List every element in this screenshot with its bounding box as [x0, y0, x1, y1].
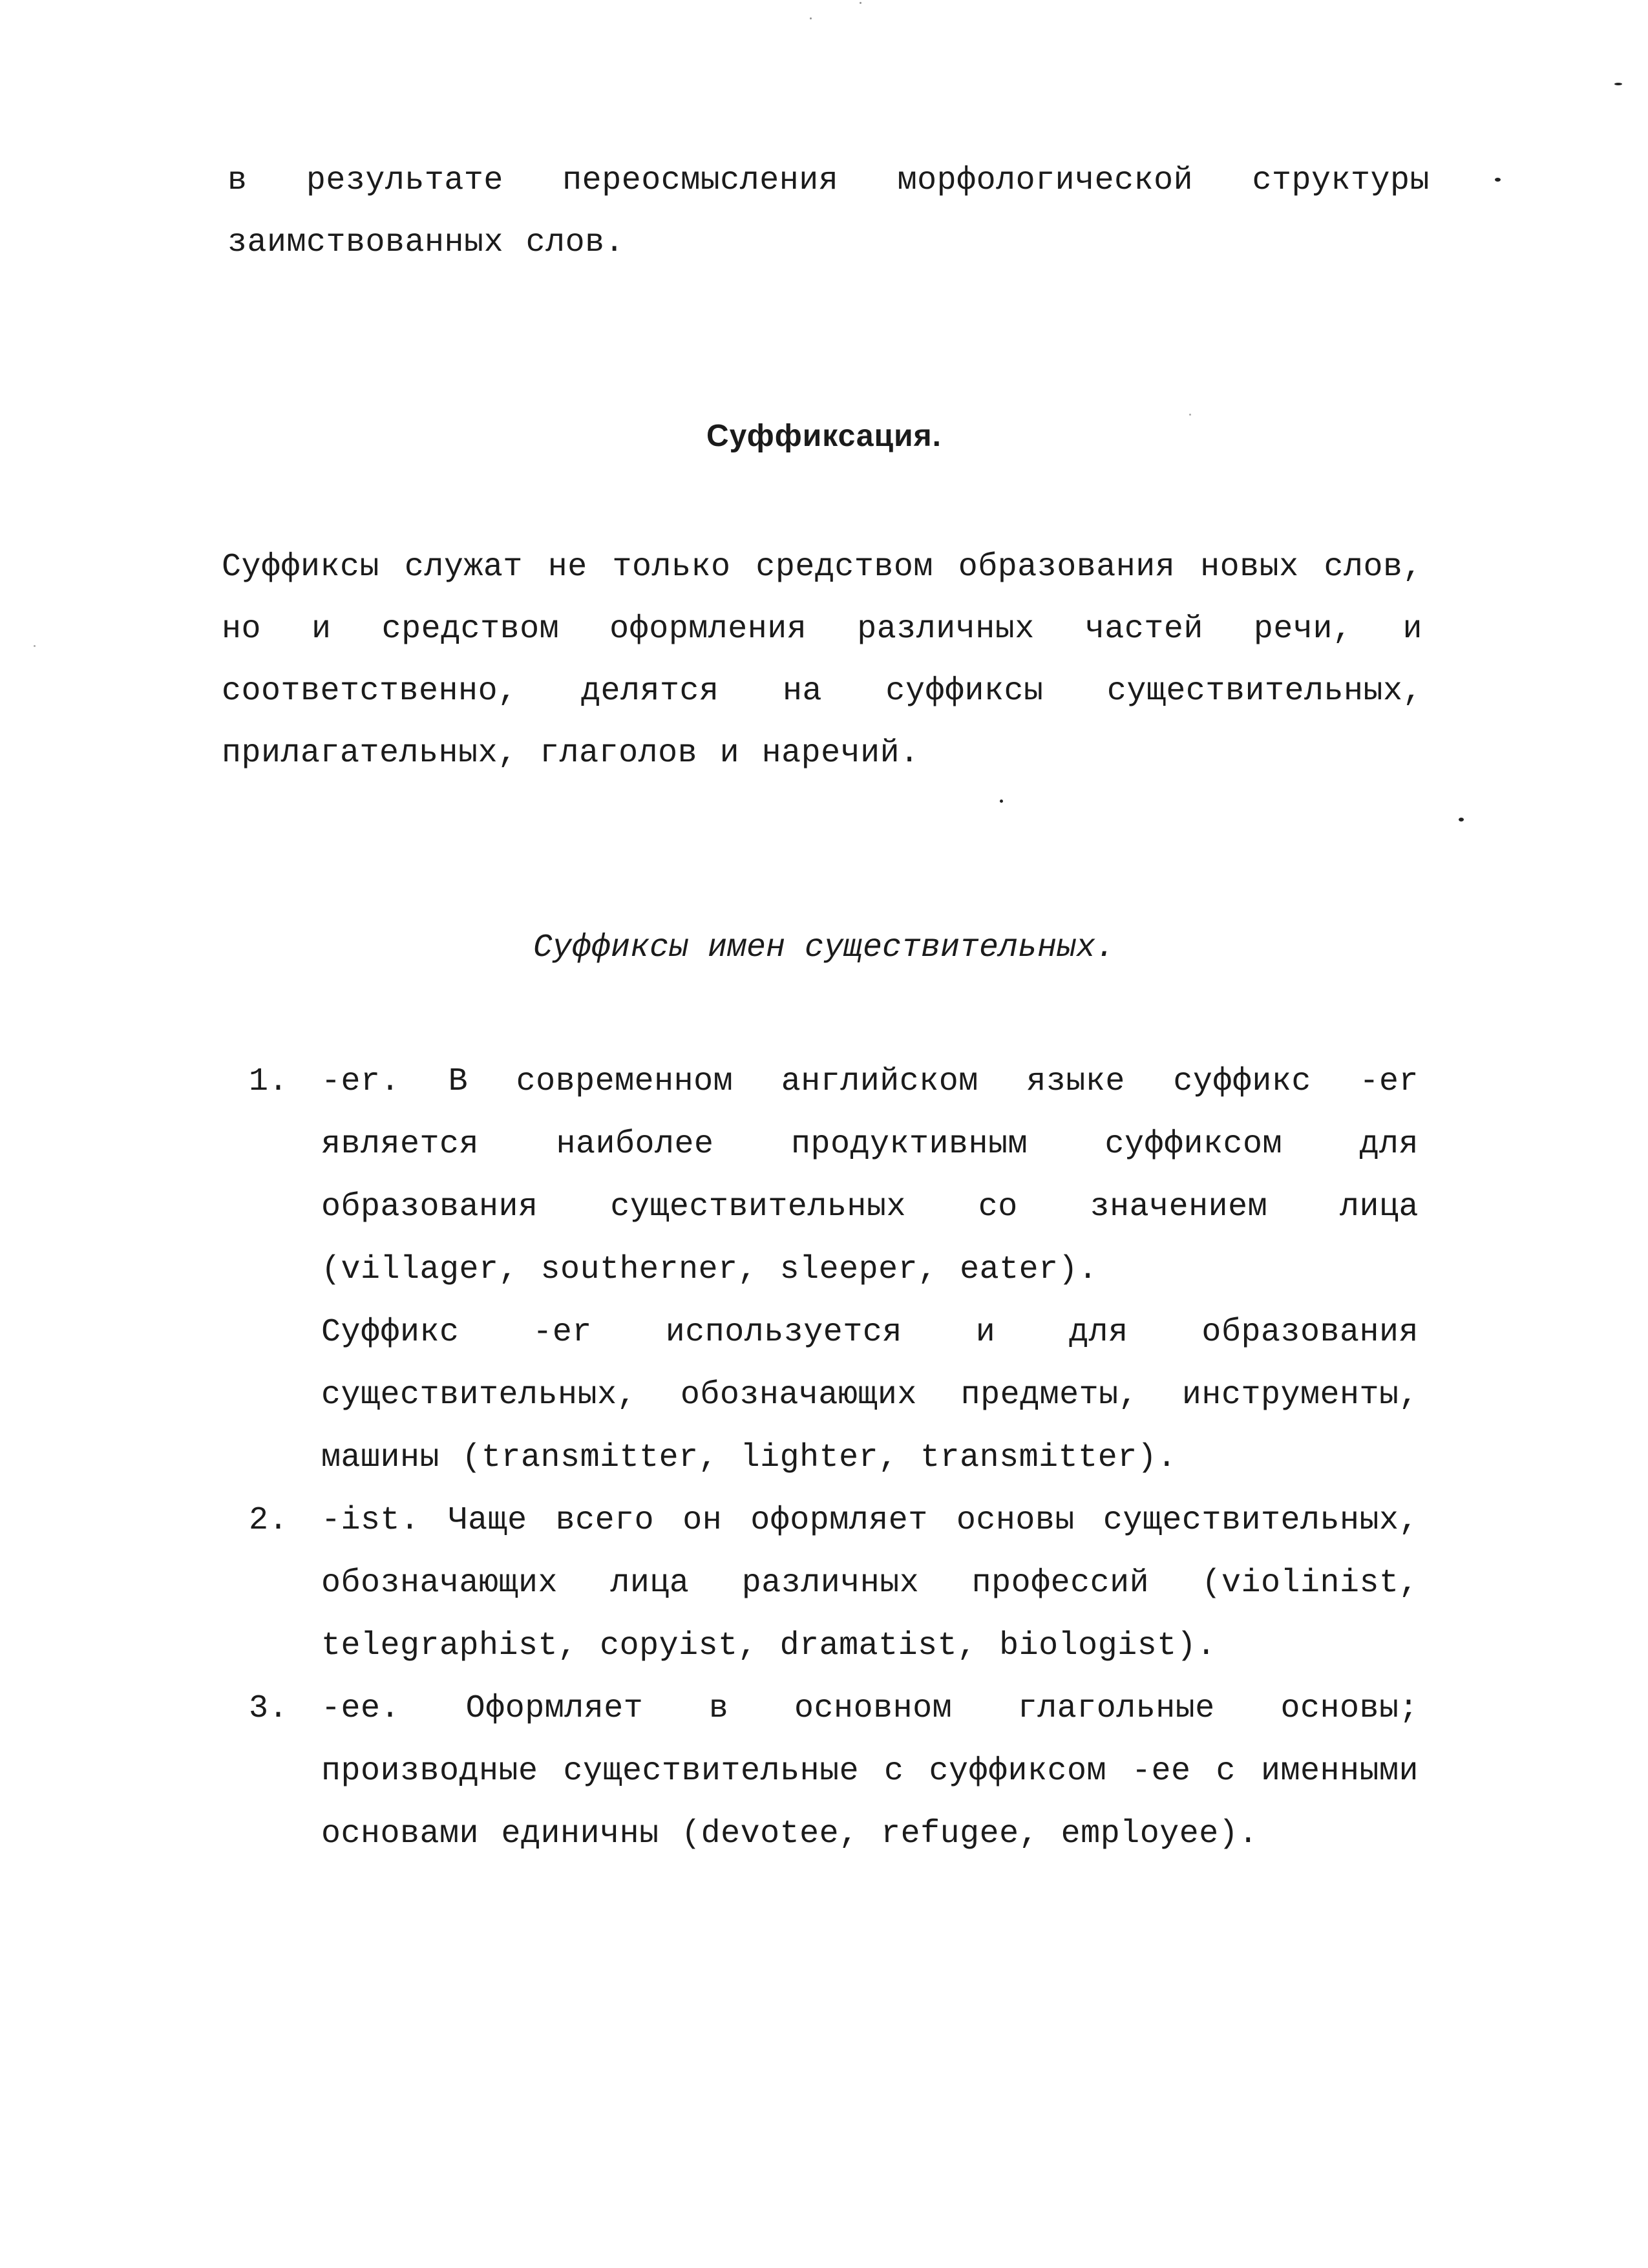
scan-speck: [1495, 178, 1501, 182]
scan-speck: [1614, 83, 1622, 85]
list-item: [249, 1677, 1419, 1865]
list-item-number: 1.: [249, 1063, 289, 1100]
list-item-text: -ist. Чаще всего он оформляет основы существительных, обозначающих лица различных профессий (violinist, telegraphist, copyist, dramatist, biologist).: [321, 1502, 1419, 1664]
section-paragraph: Суффиксы служат не только средством образования новых слов, но и средством оформления различных частей речи, и соответственно, делятся на суффиксы существительных, прилагательных, глаголов и наречий.: [222, 549, 1422, 772]
scan-speck: [860, 2, 861, 4]
list-item: [249, 1489, 1419, 1677]
subsection-heading: Суффиксы имен существительных.: [533, 929, 1115, 966]
list-item-text: -ee. Оформляет в основном глагольные основы; производные существительные с суффиксом -ee с именными основами единичны (devotee, refugee, employee).: [321, 1690, 1419, 1852]
list-item: [249, 1050, 1419, 1489]
scan-speck: [1459, 818, 1464, 821]
intro-paragraph: в результате переосмысления морфологической структуры заимствованных слов.: [227, 162, 1430, 261]
scan-speck: [1000, 800, 1003, 803]
suffix-list: [249, 1050, 1419, 1865]
scan-speck: [810, 17, 812, 19]
scan-speck: [34, 645, 36, 647]
list-item-number: 3.: [249, 1690, 289, 1727]
list-item-text: -er. В современном английском языке суффикс -er является наиболее продуктивным суффиксом для образования существительных со значением лица (villager, southerner, sleeper, eater).: [321, 1063, 1419, 1288]
list-item-subtext: Суффикс -er используется и для образования существительных, обозначающих предметы, инструменты, машины (transmitter, lighter, transmitter).: [321, 1314, 1419, 1476]
section-heading: Суффиксация.: [706, 419, 942, 453]
list-item-number: 2.: [249, 1502, 289, 1539]
scan-speck: [1189, 414, 1191, 416]
